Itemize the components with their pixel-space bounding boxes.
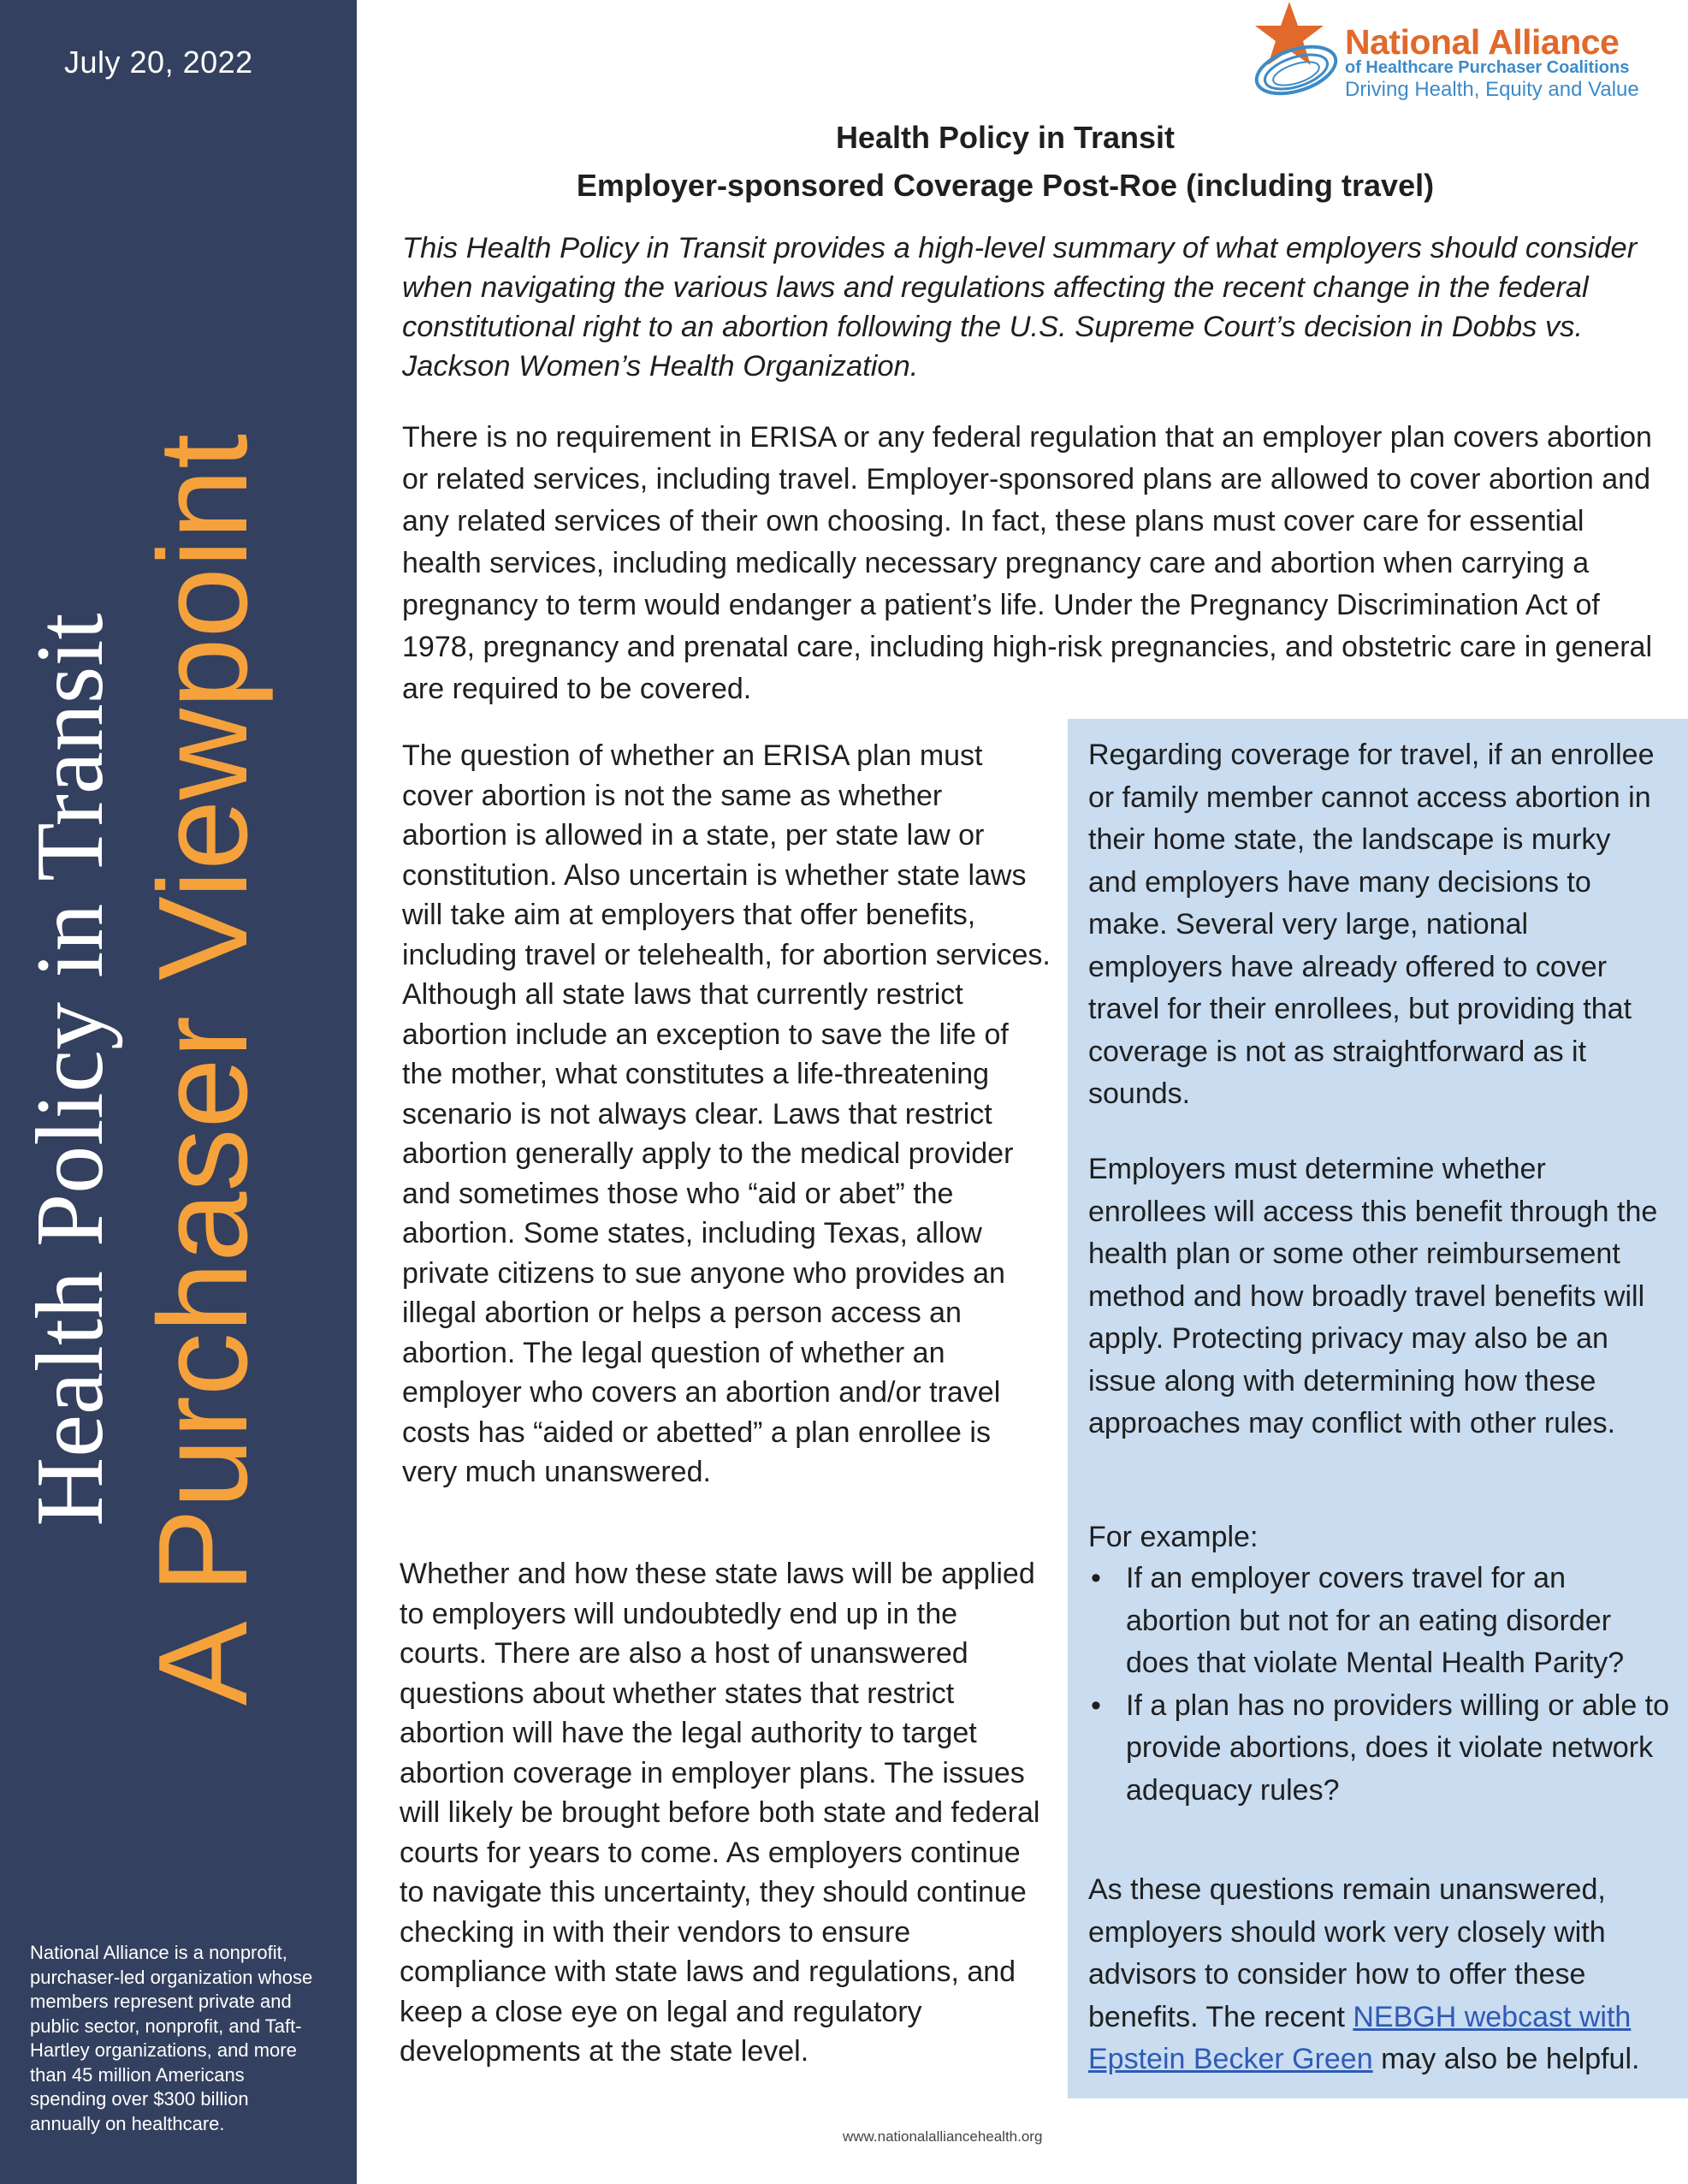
sidebox-paragraph-1: Regarding coverage for travel, if an enrollee or family member cannot access abortion in their home state, the landscape is murky and employers have many decisions to make. Several very large, national employers have already offered to cover travel for their enrollees, but providing that coverage is not as straightforward as it sounds. bbox=[1088, 739, 1655, 1110]
list-item-text: If a plan has no providers willing or able to provide abortions, does it violate network adequacy rules? bbox=[1126, 1688, 1670, 1807]
intro-paragraph: This Health Policy in Transit provides a high-level summary of what employers should consider when navigating the various laws and regulations affecting the recent change in the federal constitutional right to an abortion following the U.S. Supreme Court’s decision in Dobbs vs. Jackson Women’s Health Organization. bbox=[402, 232, 1638, 383]
left-column-paragraph-2: Whether and how these state laws will be applied to employers will undoubtedly end up in the courts. There are also a host of unanswered questions about whether states that restrict abortion will have the legal authority to target abortion coverage in employer plans. The issues will likely be brought before both state and federal courts for years to come. As employers continue to navigate this uncertainty, they should continue checking in with their vendors to ensure compliance with state laws and regulations, and keep a close eye on legal and regulatory developments at the state level. bbox=[400, 1558, 1040, 2068]
logo-subtitle: of Healthcare Purchaser Coalitions bbox=[1345, 58, 1630, 77]
document-title bbox=[359, 114, 1651, 210]
sidebar bbox=[0, 0, 357, 2184]
bullet-icon: • bbox=[1091, 1688, 1101, 1722]
webcast-link[interactable]: NEBGH webcast with Epstein Becker Green bbox=[1088, 2000, 1632, 2075]
viewpoint-title-vertical: A Purchaser Viewpoint bbox=[133, 433, 274, 1706]
title-line-1: Health Policy in Transit bbox=[835, 120, 1176, 155]
list-item bbox=[1088, 1558, 1670, 1685]
travel-coverage-sidebox bbox=[1068, 719, 1688, 2098]
publication-date: July 20, 2022 bbox=[64, 45, 253, 80]
national-alliance-logo bbox=[1245, 0, 1688, 107]
left-column-paragraph-1: The question of whether an ERISA plan must cover abortion is not the same as whether abortion is allowed in a state, per state law or constitution. Also uncertain is whether state laws will take aim at employers that offer benefits, including travel or telehealth, for abortion services. Although all state laws that currently restrict abortion include an exception to save the life of the mother, what constitutes a life-threatening scenario is not always clear. Laws that restrict abortion generally apply to the medical provider and sometimes those who “aid or abet” the abortion. Some states, including Texas, allow private citizens to sue anyone who provides an illegal abortion or helps a person access an abortion. The legal question of whether an employer who covers an abortion and/or travel costs has “aided or abetted” a plan enrollee is very much unanswered. bbox=[402, 739, 1051, 1488]
title-line-2: Employer-sponsored Coverage Post-Roe (including travel) bbox=[576, 168, 1435, 203]
organization-description: National Alliance is a nonprofit, purchaser-led organization whose members represent private and public sector, nonprofit, and Taft-Hartley organizations, and more than 45 million Americans spending over $300 billion annually on healthcare. bbox=[30, 1942, 313, 2134]
example-list bbox=[1088, 1558, 1670, 1812]
closing-text: As these questions remain unanswered, employers should work very closely with advisors to consider how to offer these benefits. The recent bbox=[1088, 1873, 1606, 2033]
sidebox-closing-paragraph bbox=[1088, 1869, 1661, 2081]
logo-tagline: Driving Health, Equity and Value bbox=[1345, 78, 1639, 101]
star-swoosh-icon bbox=[1245, 0, 1347, 103]
list-item-text: If an employer covers travel for an abortion but not for an eating disorder does that violate Mental Health Parity? bbox=[1126, 1562, 1625, 1679]
bullet-icon: • bbox=[1091, 1562, 1101, 1594]
series-title-vertical: Health Policy in Transit bbox=[17, 613, 123, 1527]
erisa-paragraph: There is no requirement in ERISA or any federal regulation that an employer plan covers abortion or related services, including travel. Employer-sponsored plans are allowed to cover abortion and any related services of their own choosing. In fact, these plans must cover care for essential health services, including medically necessary pregnancy care and abortion when carrying a pregnancy to term would endanger a patient’s life. Under the Pregnancy Discrimination Act of 1978, pregnancy and prenatal care, including high-risk pregnancies, and obstetric care in general are required to be covered. bbox=[402, 421, 1653, 705]
logo-name: National Alliance bbox=[1345, 22, 1620, 62]
closing-text-end: may also be helpful. bbox=[1372, 2043, 1640, 2075]
sidebox-paragraph-2: Employers must determine whether enrollees will access this benefit through the health plan or some other reimbursement method and how broadly travel benefits will apply. Protecting privacy may also be an issue along with determining how these approaches may conflict with other rules. bbox=[1088, 1153, 1658, 1439]
example-label: For example: bbox=[1088, 1521, 1259, 1553]
footer-website-url: www.nationalalliancehealth.org bbox=[843, 2128, 1043, 2145]
list-item bbox=[1088, 1685, 1670, 1813]
